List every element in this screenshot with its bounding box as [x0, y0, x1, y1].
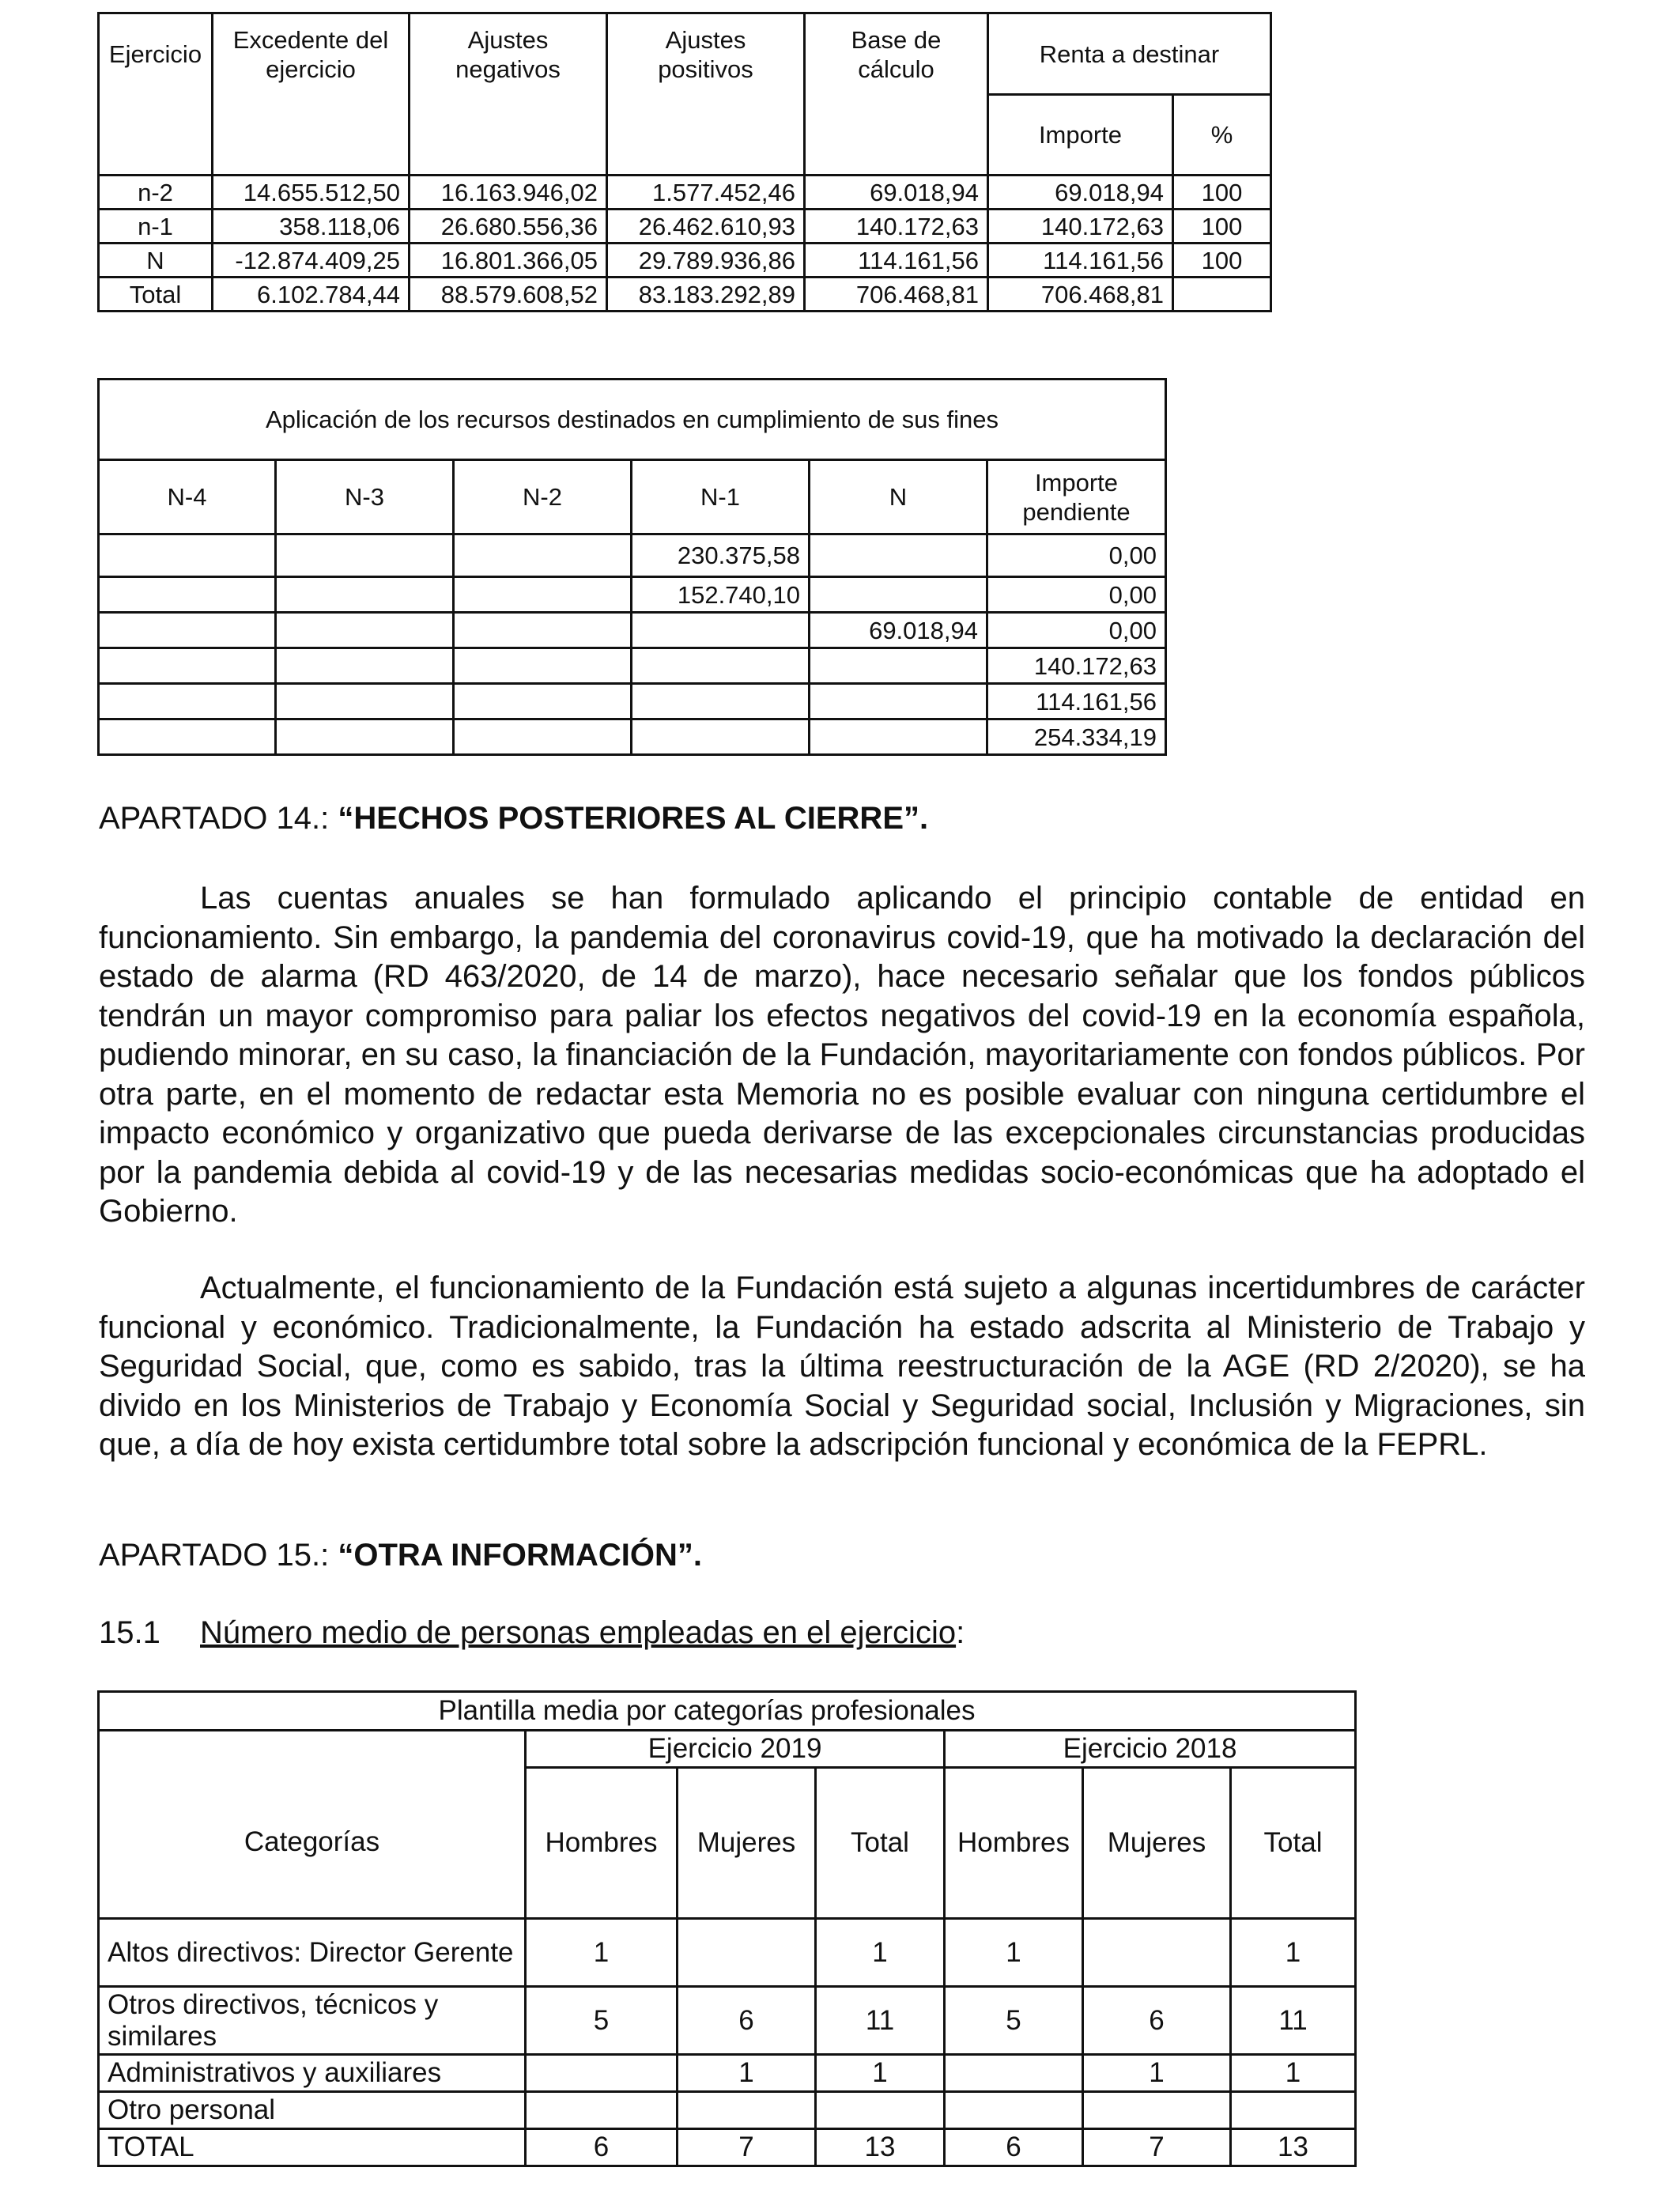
aplicacion-recursos-table — [97, 378, 1167, 756]
cell-categoria: Otro personal — [99, 2092, 526, 2129]
cell-n2 — [454, 684, 632, 719]
cell-n: 69.018,94 — [810, 613, 987, 648]
header-n: N — [810, 460, 987, 534]
subsection-colon: : — [956, 1615, 965, 1650]
header-n3: N-3 — [276, 460, 454, 534]
cell-mujeres-2018: 7 — [1083, 2129, 1231, 2166]
cell-mujeres-2018: 6 — [1083, 1987, 1231, 2055]
section-15-heading — [99, 1538, 702, 1573]
cell-ejercicio: n-2 — [99, 176, 213, 210]
cell-n4 — [99, 577, 276, 613]
table-row — [99, 684, 1166, 719]
cell-pendiente: 0,00 — [987, 613, 1166, 648]
subsection-15-1 — [99, 1615, 965, 1651]
cell-pendiente: 0,00 — [987, 577, 1166, 613]
cell-n3 — [276, 577, 454, 613]
cell-n2 — [454, 613, 632, 648]
section-14-title: “HECHOS POSTERIORES AL CIERRE”. — [338, 801, 929, 836]
header-categorias: Categorías — [99, 1768, 526, 1919]
paragraph-1-text: Las cuentas anuales se han formulado aplicando el principio contable de entidad en funcionamiento. Sin embargo, la pandemia del coronavirus covid-19, que ha motivado la declaración del estado de alarma (RD 463/2020, de 14 de marzo), hace necesario señalar que los fondos públicos tendrán un mayor compromiso para paliar los efectos negativos del covid-19 en la economía española, pudiendo minorar, en su caso, la financiación de la Fundación, mayoritariamente con fondos públicos. Por otra parte, en el momento de redactar esta Memoria no es posible evaluar con ninguna certidumbre el impacto económico y organizativo que pueda derivarse de las excepcionales circunstancias producidas por la pandemia debida al covid-19 y de las necesarias medidas socio-económicas que ha adoptado el Gobierno. — [99, 881, 1585, 1229]
cell-hombres-2018: 1 — [945, 1919, 1083, 1987]
cell-total-2019: 13 — [816, 2129, 945, 2166]
header-mujeres-2018: Mujeres — [1083, 1768, 1231, 1919]
cell-base-calculo: 114.161,56 — [805, 244, 988, 278]
cell-n3 — [276, 613, 454, 648]
header-ejercicio: Ejercicio — [99, 13, 213, 95]
cell-ajustes-negativos: 88.579.608,52 — [410, 278, 607, 312]
header-renta-destinar: Renta a destinar — [988, 13, 1271, 95]
header-ejercicio-2019: Ejercicio 2019 — [526, 1731, 945, 1768]
cell-ejercicio: Total — [99, 278, 213, 312]
header-spacer — [607, 95, 805, 176]
table-row — [99, 719, 1166, 755]
table-row-total — [99, 278, 1271, 312]
table-row — [99, 2092, 1356, 2129]
cell-base-calculo: 140.172,63 — [805, 210, 988, 244]
header-ajustes-negativos: Ajustes negativos — [410, 13, 607, 95]
cell-pendiente: 254.334,19 — [987, 719, 1166, 755]
table2-title: Aplicación de los recursos destinados en cumplimiento de sus fines — [99, 380, 1166, 460]
header-spacer — [213, 95, 410, 176]
cell-ejercicio: N — [99, 244, 213, 278]
cell-categoria: Otros directivos, técnicos y similares — [99, 1987, 526, 2055]
cell-n1 — [632, 613, 810, 648]
cell-importe: 114.161,56 — [988, 244, 1173, 278]
table-row-total — [99, 2129, 1356, 2166]
header-porcentaje: % — [1173, 95, 1271, 176]
cell-hombres-2018: 6 — [945, 2129, 1083, 2166]
cell-n3 — [276, 648, 454, 684]
cell-n — [810, 719, 987, 755]
cell-hombres-2019: 6 — [526, 2129, 678, 2166]
section-15-prefix: APARTADO 15.: — [99, 1538, 338, 1573]
paragraph-hechos-posteriores — [99, 879, 1585, 1232]
cell-n2 — [454, 534, 632, 577]
header-n1: N-1 — [632, 460, 810, 534]
cell-total-2018: 1 — [1231, 1919, 1356, 1987]
table-row — [99, 1919, 1356, 1987]
cell-porcentaje: 100 — [1173, 176, 1271, 210]
cell-ajustes-positivos: 29.789.936,86 — [607, 244, 805, 278]
header-importe: Importe — [988, 95, 1173, 176]
cell-n4 — [99, 684, 276, 719]
cell-excedente: 14.655.512,50 — [213, 176, 410, 210]
cell-total-2018: 11 — [1231, 1987, 1356, 2055]
header-ejercicio-2018: Ejercicio 2018 — [945, 1731, 1356, 1768]
cell-excedente: 358.118,06 — [213, 210, 410, 244]
paragraph-2-text: Actualmente, el funcionamiento de la Fundación está sujeto a algunas incertidumbres de carácter funcional y económico. Tradicionalmente, la Fundación ha estado adscrita al Ministerio de Trabajo y Seguridad Social, que, como es sabido, tras la última reestructuración de la AGE (RD 2/2020), se ha divido en los Ministerios de Trabajo y Economía Social y Seguridad social, Inclusión y Migraciones, sin que, a día de hoy exista certidumbre total sobre la adscripción funcional y económica de la FEPRL. — [99, 1271, 1585, 1462]
header-mujeres-2019: Mujeres — [678, 1768, 816, 1919]
header-hombres-2018: Hombres — [945, 1768, 1083, 1919]
header-spacer — [410, 95, 607, 176]
categorias-header-top — [99, 1731, 526, 1768]
cell-total-2019: 1 — [816, 1919, 945, 1987]
header-excedente: Excedente del ejercicio — [213, 13, 410, 95]
cell-ajustes-negativos: 26.680.556,36 — [410, 210, 607, 244]
cell-n4 — [99, 613, 276, 648]
cell-categoria: TOTAL — [99, 2129, 526, 2166]
cell-hombres-2018: 5 — [945, 1987, 1083, 2055]
cell-n1 — [632, 684, 810, 719]
cell-mujeres-2019: 7 — [678, 2129, 816, 2166]
cell-n1 — [632, 719, 810, 755]
header-n4: N-4 — [99, 460, 276, 534]
cell-total-2018: 13 — [1231, 2129, 1356, 2166]
cell-mujeres-2019: 6 — [678, 1987, 816, 2055]
table-row — [99, 244, 1271, 278]
cell-hombres-2019: 1 — [526, 1919, 678, 1987]
table3-title-text: Plantilla media por categorías profesionales — [438, 1695, 976, 1726]
cell-hombres-2019 — [526, 2092, 678, 2129]
cell-ajustes-negativos: 16.163.946,02 — [410, 176, 607, 210]
cell-n1 — [632, 648, 810, 684]
cell-n1: 152.740,10 — [632, 577, 810, 613]
section-15-title: “OTRA INFORMACIÓN”. — [338, 1538, 703, 1573]
cell-total-2018: 1 — [1231, 2055, 1356, 2092]
cell-n — [810, 577, 987, 613]
cell-total-2019 — [816, 2092, 945, 2129]
cell-n3 — [276, 719, 454, 755]
header-base-calculo: Base de cálculo — [805, 13, 988, 95]
cell-porcentaje — [1173, 278, 1271, 312]
table-row — [99, 176, 1271, 210]
cell-n2 — [454, 577, 632, 613]
cell-pendiente: 0,00 — [987, 534, 1166, 577]
table-row — [99, 1987, 1356, 2055]
cell-total-2019: 11 — [816, 1987, 945, 2055]
cell-mujeres-2018: 1 — [1083, 2055, 1231, 2092]
table-row — [99, 2055, 1356, 2092]
cell-importe: 140.172,63 — [988, 210, 1173, 244]
cell-excedente: -12.874.409,25 — [213, 244, 410, 278]
cell-n2 — [454, 648, 632, 684]
plantilla-media-table — [97, 1690, 1357, 2167]
cell-ejercicio: n-1 — [99, 210, 213, 244]
header-total-2019: Total — [816, 1768, 945, 1919]
cell-n3 — [276, 534, 454, 577]
cell-total-2019: 1 — [816, 2055, 945, 2092]
cell-pendiente: 140.172,63 — [987, 648, 1166, 684]
cell-n4 — [99, 534, 276, 577]
header-importe-pendiente: Importe pendiente — [987, 460, 1166, 534]
subsection-title: Número medio de personas empleadas en el ejercicio — [200, 1615, 957, 1650]
header-spacer — [805, 95, 988, 176]
cell-categoria: Administrativos y auxiliares — [99, 2055, 526, 2092]
cell-mujeres-2019 — [678, 2092, 816, 2129]
renta-destinar-table — [97, 12, 1272, 312]
cell-total-2018 — [1231, 2092, 1356, 2129]
cell-n1: 230.375,58 — [632, 534, 810, 577]
table-row — [99, 577, 1166, 613]
cell-ajustes-negativos: 16.801.366,05 — [410, 244, 607, 278]
cell-mujeres-2018 — [1083, 2092, 1231, 2129]
section-14-heading — [99, 801, 928, 836]
cell-mujeres-2019 — [678, 1919, 816, 1987]
cell-ajustes-positivos: 26.462.610,93 — [607, 210, 805, 244]
header-n2: N-2 — [454, 460, 632, 534]
cell-n — [810, 648, 987, 684]
table-row — [99, 648, 1166, 684]
table-row — [99, 613, 1166, 648]
table-row — [99, 210, 1271, 244]
section-14-prefix: APARTADO 14.: — [99, 801, 338, 836]
subsection-number: 15.1 — [99, 1615, 160, 1650]
cell-excedente: 6.102.784,44 — [213, 278, 410, 312]
cell-hombres-2018 — [945, 2055, 1083, 2092]
cell-porcentaje: 100 — [1173, 244, 1271, 278]
header-spacer — [99, 95, 213, 176]
cell-n2 — [454, 719, 632, 755]
cell-n4 — [99, 719, 276, 755]
cell-hombres-2019 — [526, 2055, 678, 2092]
cell-ajustes-positivos: 1.577.452,46 — [607, 176, 805, 210]
header-ajustes-positivos: Ajustes positivos — [607, 13, 805, 95]
cell-n3 — [276, 684, 454, 719]
cell-mujeres-2019: 1 — [678, 2055, 816, 2092]
cell-pendiente: 114.161,56 — [987, 684, 1166, 719]
table-row — [99, 534, 1166, 577]
cell-mujeres-2018 — [1083, 1919, 1231, 1987]
cell-categoria: Altos directivos: Director Gerente — [99, 1919, 526, 1987]
header-hombres-2019: Hombres — [526, 1768, 678, 1919]
cell-n — [810, 534, 987, 577]
cell-importe: 706.468,81 — [988, 278, 1173, 312]
cell-hombres-2018 — [945, 2092, 1083, 2129]
cell-n — [810, 684, 987, 719]
cell-hombres-2019: 5 — [526, 1987, 678, 2055]
table3-title — [438, 1692, 1356, 1731]
cell-base-calculo: 69.018,94 — [805, 176, 988, 210]
cell-porcentaje: 100 — [1173, 210, 1271, 244]
paragraph-incertidumbres — [99, 1269, 1585, 1465]
cell-importe: 69.018,94 — [988, 176, 1173, 210]
cell-n4 — [99, 648, 276, 684]
cell-ajustes-positivos: 83.183.292,89 — [607, 278, 805, 312]
cell-base-calculo: 706.468,81 — [805, 278, 988, 312]
header-total-2018: Total — [1231, 1768, 1356, 1919]
